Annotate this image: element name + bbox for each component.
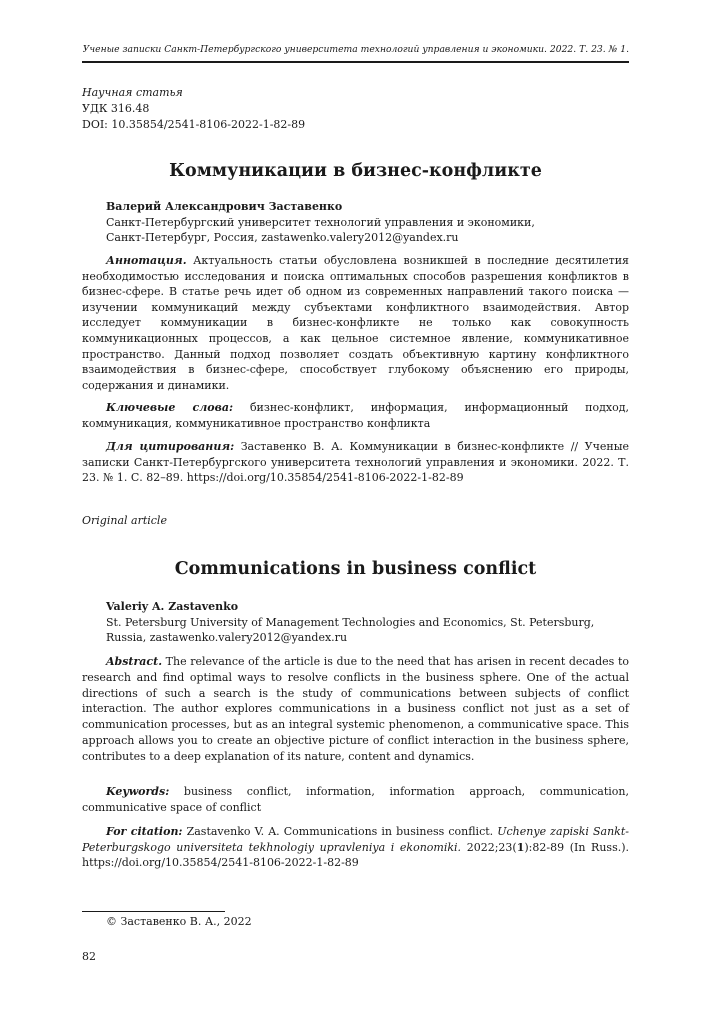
citation-ru <box>82 439 629 486</box>
citation-text-ru: Заставенко В. А. Коммуникации в бизнес-конфликте // Ученые записки Санкт-Петербургского университета технологий управления и экономики. 2022. Т. 23. № 1. С. 82–89. https://doi.org/10.35854/2541-8106-2022-1-82-89 <box>82 440 629 485</box>
author-block-en <box>106 599 629 646</box>
affiliation-en-line2: Russia, zastawenko.valery2012@yandex.ru <box>106 631 348 644</box>
abstract-ru <box>82 253 629 393</box>
keywords-label-en: Keywords: <box>106 785 170 798</box>
author-name-ru: Валерий Александрович Заставенко <box>106 200 343 213</box>
citation-label-ru: Для цитирования: <box>106 440 235 453</box>
title-ru: Коммуникации в бизнес-конфликте <box>169 161 542 181</box>
doi: DOI: 10.35854/2541-8106-2022-1-82-89 <box>82 118 306 131</box>
citation-issue-en: 1 <box>516 840 525 854</box>
affiliation-ru-line1: Санкт-Петербургский университет технологий управления и экономики, <box>106 215 535 229</box>
keywords-en <box>82 784 629 815</box>
original-article-label: Original article <box>82 514 167 527</box>
keywords-label-ru: Ключевые слова: <box>106 401 234 414</box>
citation-part2-en: 2022;23( <box>466 840 517 854</box>
citation-part1-en: Zastavenko V. A. Communications in business conflict. <box>186 825 494 838</box>
abstract-label-en: Abstract. <box>106 655 163 668</box>
author-name-en: Valeriy A. Zastavenko <box>106 600 239 613</box>
abstract-en <box>82 654 629 765</box>
citation-label-en: For citation: <box>106 825 183 838</box>
abstract-text-en: The relevance of the article is due to the need that has arisen in recent decades to research and find optimal ways to resolve conflicts in the business sphere. One of the actual directions of such a search is the study of communications between subjects of conflict interaction. The author explores communications in a business conflict not just as a set of communication processes, but as an integral systemic phenomenon, a communicative space. This approach allows you to create an objective picture of conflict interaction in the business sphere, contributes to a deep explanation of its nature, content and dynamics. <box>82 655 629 763</box>
header-rule <box>82 61 629 63</box>
citation-journal-en: Uchenye zapiski Sankt-Peterburgskogo universiteta tekhnologiy upravleniya i ekonomiki. <box>82 825 629 854</box>
title-en: Communications in business conflict <box>174 559 537 579</box>
udc-code: УДК 316.48 <box>82 102 150 115</box>
copyright-note: © Заставенко В. А., 2022 <box>106 915 252 928</box>
keywords-ru <box>82 400 629 431</box>
keywords-text-en: business conflict, information, information approach, communication, communicative space of conflict <box>82 785 629 814</box>
page-number: 82 <box>82 950 96 963</box>
running-head: Ученые записки Санкт-Петербургского университета технологий управления и экономики. 2022. Т. 23. № 1. <box>82 44 629 55</box>
article-type: Научная статья <box>82 86 183 99</box>
affiliation-en-line1: St. Petersburg University of Management Technologies and Economics, St. Petersburg, <box>106 615 595 629</box>
affiliation-ru-line2: Санкт-Петербург, Россия, zastawenko.valery2012@yandex.ru <box>106 231 459 244</box>
citation-part3-en: ):82-89 (In Russ.). https://doi.org/10.35854/2541-8106-2022-1-82-89 <box>82 840 629 870</box>
footnote-rule <box>82 911 225 912</box>
article-meta <box>82 85 305 133</box>
abstract-label-ru: Аннотация. <box>106 254 187 267</box>
abstract-text-ru: Актуальность статьи обусловлена возникшей в последние десятилетия необходимостью исследования и поиска оптимальных способов разрешения конфликтов в бизнес-сфере. В статье речь идет об одном из современных направлений такого поиска — изучении коммуникаций между субъектами конфликтного взаимодействия. Автор исследует коммуникации в бизнес-конфликте не только как совокупность коммуникационных процессов, а как цельное системное явление, коммуникативное пространство. Данный подход позволяет создать объективную картину конфликтного взаимодействия в бизнес-сфере, способствует глубокому объяснению его природы, содержания и динамики. <box>82 254 629 392</box>
author-block-ru <box>106 199 629 246</box>
citation-en <box>82 824 629 871</box>
keywords-text-ru: бизнес-конфликт, информация, информационный подход, коммуникация, коммуникативное пространство конфликта <box>82 401 629 430</box>
